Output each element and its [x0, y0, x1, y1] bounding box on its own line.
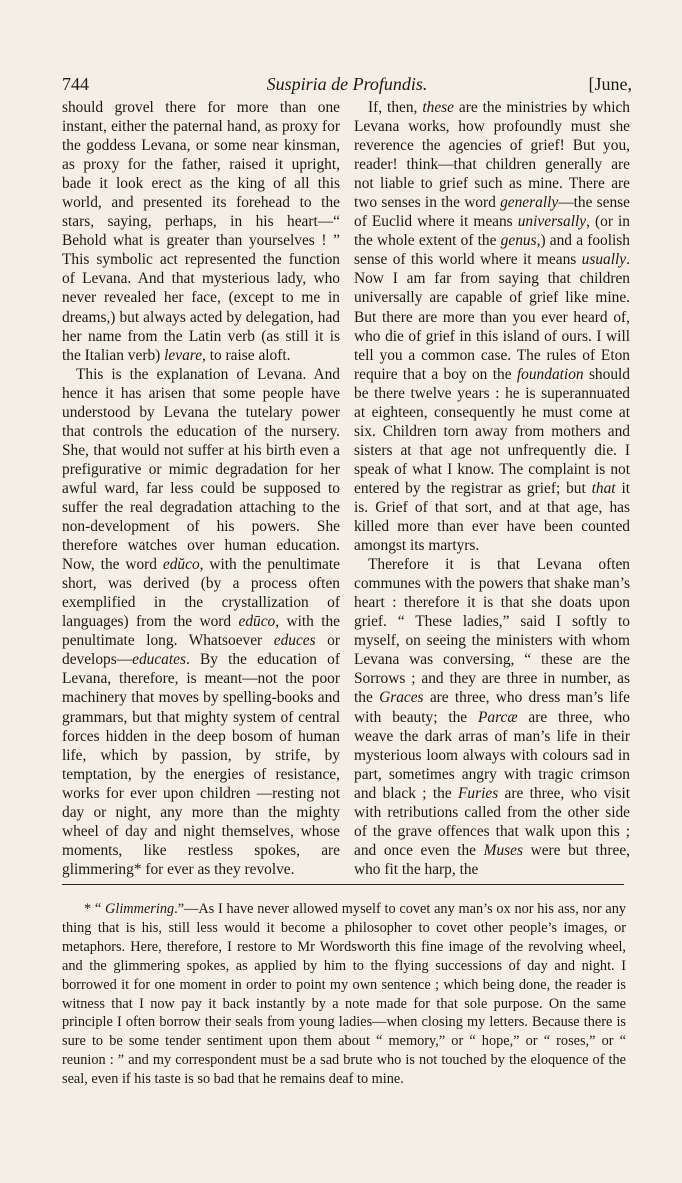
running-header [62, 72, 632, 96]
left-column [62, 98, 340, 879]
running-month: [June, [588, 74, 632, 94]
right-column [354, 98, 630, 879]
right-paragraph-2: Therefore it is that Levana often communes with the powers that shake man’s heart : therefore it is that she doats upon grief. “ These ladies,” said I softly to myself, on seeing the ministers with whom Levana was conversing, “ these are the Sorrows ; and they are three in number, as the Graces are three, who dress man’s life with beauty; the Parcæ are three, who weave the dark arras of man’s life in their mysterious loom always with colours sad in part, sometimes angry with tragic crimson and black ; the Furies are three, who visit with retributions called from the other side of the grave offences that walk upon this ; and once even the Muses were but three, who fit the harp, the [354, 556, 631, 878]
right-paragraph-1: If, then, these are the ministries by which Levana works, how profoundly must she reverence the agencies of grief! But you, reader! think—that children generally are not liable to grief such as mine. There are two senses in the word generally—the sense of Euclid where it means universally, (or in the whole extent of the genus,) and a foolish sense of this world where it means usually. Now I am far from saying that children universally are capable of grief like mine. But there are more than you ever heard of, who die of grief in this island of ours. I will tell you a common case. The rules of Eton require that a boy on the foundation should be there twelve years : he is superannuated at eighteen, consequently he must come at six. Children torn away from mothers and sisters at that age not unfrequently die. I speak of what I know. The complaint is not entered by the registrar as grief; but that it is. Grief of that sort, and at that age, has killed more than ever have been counted amongst its martyrs. [354, 99, 630, 555]
left-paragraph-1: should grovel there for more than one instant, either the paternal hand, as proxy for the goddess Levana, or some near kinsman, as proxy for the father, raised it upright, bade it look erect as the king of all this world, and presented its forehead to the stars, saying, perhaps, in his heart—“ Behold what is greater than yourselves ! ” This symbolic act represented the function of Levana. And that mysterious lady, who never revealed her face, (except to me in dreams,) but always acted by delegation, had her name from the Latin verb (as still it is the Italian verb) levare, to raise aloft. [62, 99, 340, 364]
page-number: 744 [62, 74, 89, 94]
running-title: Suspiria de Profundis. [266, 74, 428, 94]
footnote-text: * “ Glimmering.”—As I have never allowed myself to covet any man’s ox nor his ass, nor any thing that is his, still less would it become a philosopher to covet other people’s images, or metaphors. Here, therefore, I restore to Mr Wordsworth this fine image of the revolving wheel, and the glimmering spokes, as applied by him to the flying successions of day and night. I borrowed it for one moment in order to point my own sentence ; which being done, the reader is witness that I now pay it back instantly by a note made for that sole purpose. On the same principle I often borrow their seals from young ladies—when closing my letters. Because there is sure to be some tender sentiment upon them about “ memory,” or “ hope,” or “ roses,” or “ reunion : ” and my correspondent must be a sad brute who is not touched by the eloquence of the seal, even if his taste is so bad that he remains deaf to mine. [62, 901, 626, 1088]
left-paragraph-2: This is the explanation of Levana. And hence it has arisen that some people have understood by Levana the tutelary power that controls the education of the nursery. She, that would not suffer at his birth even a prefigurative or mimic degradation for her awful ward, far less could be supposed to suffer the real degradation attaching to the non-development of his powers. She therefore watches over human education. Now, the word edŭco, with the penultimate short, was derived (by a process often exemplified in the crystallization of languages) from the word edūco, with the penultimate long. Whatsoever educes or develops—educates. By the education of Levana, therefore, is meant—not the poor machinery that moves by spelling-books and grammars, but that mighty system of central forces hidden in the deep bosom of human life, which by passion, by strife, by temptation, by the energies of resistance, works for ever upon children —resting not day or night, any more than the mighty wheel of day and night themselves, whose moments, like restless spokes, are glimmering* for ever as they revolve. [62, 365, 340, 878]
footnote-rule [62, 884, 624, 885]
footnote [62, 900, 626, 1089]
